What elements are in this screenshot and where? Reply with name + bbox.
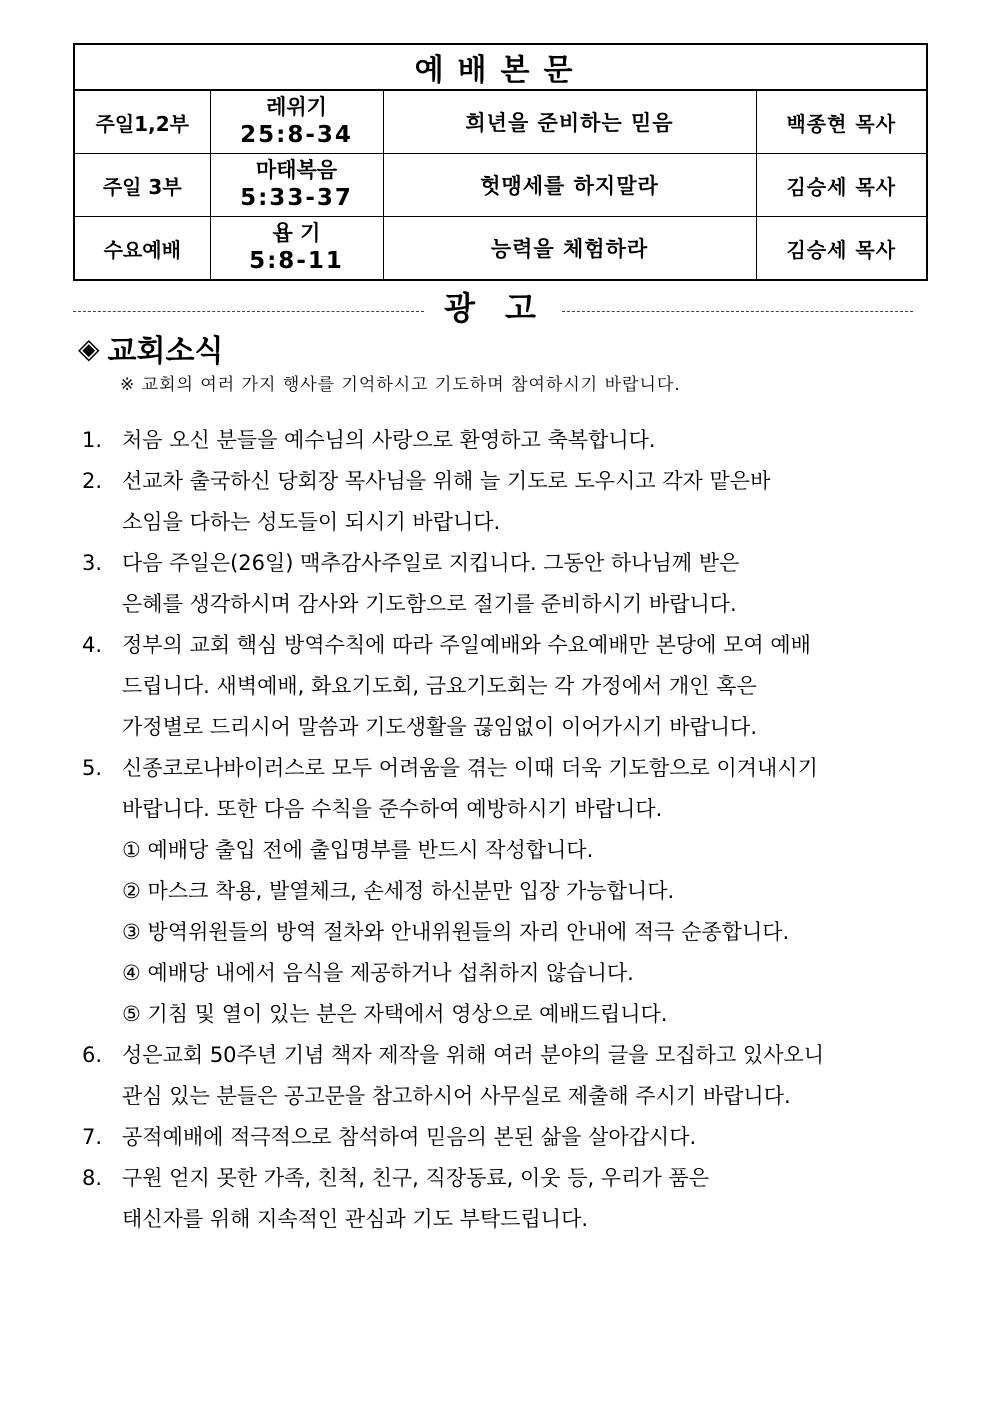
item-line: 가정별로 드리시어 말씀과 기도생활을 끊임없이 이어가시기 바랍니다.: [122, 715, 758, 739]
scripture-verse: 25:8-34: [240, 122, 353, 148]
scripture: [210, 90, 383, 154]
announcement-list: [82, 420, 872, 1240]
list-item: [82, 1035, 872, 1117]
item-line: 선교차 출국하신 당회장 목사님을 위해 늘 기도로 도우시고 각자 맡은바: [122, 469, 771, 493]
church-news-label: 교회소식: [107, 334, 224, 369]
service-name: 수요예배: [74, 217, 210, 281]
item-line: 바랍니다. 또한 다음 수칙을 준수하여 예방하시기 바랍니다.: [122, 797, 663, 821]
table-row: [74, 154, 927, 217]
dashed-divider-left: [73, 311, 424, 312]
item-line: 신종코로나바이러스로 모두 어려움을 겪는 이때 더욱 기도함으로 이겨내시기: [122, 756, 818, 780]
list-item: [82, 543, 872, 625]
rule-item: ① 예배당 출입 전에 출입명부를 반드시 작성합니다.: [122, 838, 594, 862]
item-line: 정부의 교회 핵심 방역수칙에 따라 주일예배와 수요예배만 본당에 모여 예배: [122, 633, 811, 657]
table-row: [74, 217, 927, 281]
scripture: [210, 154, 383, 217]
item-number: 1.: [82, 428, 103, 452]
item-line: 공적예배에 적극적으로 참석하여 믿음의 본된 삶을 살아갑시다.: [122, 1125, 697, 1149]
item-line: 성은교회 50주년 기념 책자 제작을 위해 여러 분야의 글을 모집하고 있사오니: [122, 1043, 825, 1067]
sermon-title: 희년을 준비하는 믿음: [383, 90, 756, 154]
announcements-title: 광고: [444, 289, 566, 327]
rule-item: ④ 예배당 내에서 음식을 제공하거나 섭취하지 않습니다.: [122, 961, 634, 985]
list-item: [82, 420, 872, 461]
item-number: 8.: [82, 1166, 103, 1190]
item-number: 4.: [82, 633, 103, 657]
list-item: [82, 625, 872, 748]
rule-item: ② 마스크 착용, 발열체크, 손세정 하신분만 입장 가능합니다.: [122, 879, 675, 903]
scripture-verse: 5:8-11: [249, 248, 344, 274]
diamond-icon: ◈: [78, 331, 100, 365]
sermon-title: 헛맹세를 하지말라: [383, 154, 756, 217]
preacher: 백종현 목사: [756, 90, 927, 154]
announcements-heading: [73, 286, 913, 326]
service-name: 주일 3부: [74, 154, 210, 217]
scripture-book: 레위기: [266, 95, 327, 119]
preacher: 김승세 목사: [756, 154, 927, 217]
rule-item: ⑤ 기침 및 열이 있는 분은 자택에서 영상으로 예배드립니다.: [122, 1002, 668, 1026]
item-number: 7.: [82, 1125, 103, 1149]
list-item: [82, 1117, 872, 1158]
item-line: 태신자를 위해 지속적인 관심과 기도 부탁드립니다.: [122, 1207, 589, 1231]
item-line: 은혜를 생각하시며 감사와 기도함으로 절기를 준비하시기 바랍니다.: [122, 592, 737, 616]
scripture-book: 욥 기: [272, 221, 321, 245]
item-number: 3.: [82, 551, 103, 575]
table-row: [74, 90, 927, 154]
item-line: 다음 주일은(26일) 맥추감사주일로 지킵니다. 그동안 하나님께 받은: [122, 551, 740, 575]
scripture-book: 마태복음: [255, 158, 338, 182]
rule-item: ③ 방역위원들의 방역 절차와 안내위원들의 자리 안내에 적극 순종합니다.: [122, 920, 790, 944]
church-news-title: [78, 328, 223, 368]
service-name: 주일1,2부: [74, 90, 210, 154]
item-line: 관심 있는 분들은 공고문을 참고하시어 사무실로 제출해 주시기 바랍니다.: [122, 1084, 791, 1108]
church-news-note: ※ 교회의 여러 가지 행사를 기억하시고 기도하며 참여하시기 바랍니다.: [120, 375, 681, 395]
worship-table: [73, 43, 928, 281]
dashed-divider-right: [562, 311, 913, 312]
item-number: 6.: [82, 1043, 103, 1067]
scripture-verse: 5:33-37: [240, 185, 353, 211]
item-number: 5.: [82, 756, 103, 780]
list-item: [82, 1158, 872, 1240]
item-line: 구원 얻지 못한 가족, 친척, 친구, 직장동료, 이웃 등, 우리가 품은: [122, 1166, 709, 1190]
worship-table-header: 예배본문: [74, 44, 927, 90]
preacher: 김승세 목사: [756, 217, 927, 281]
list-item: [82, 748, 872, 830]
item-line: 드립니다. 새벽예배, 화요기도회, 금요기도회는 각 가정에서 개인 혹은: [122, 674, 757, 698]
item-line: 소임을 다하는 성도들이 되시기 바랍니다.: [122, 510, 501, 534]
sermon-title: 능력을 체험하라: [383, 217, 756, 281]
scripture: [210, 217, 383, 281]
item-number: 2.: [82, 469, 103, 493]
list-item: [82, 461, 872, 543]
item-line: 처음 오신 분들을 예수님의 사랑으로 환영하고 축복합니다.: [122, 428, 656, 452]
